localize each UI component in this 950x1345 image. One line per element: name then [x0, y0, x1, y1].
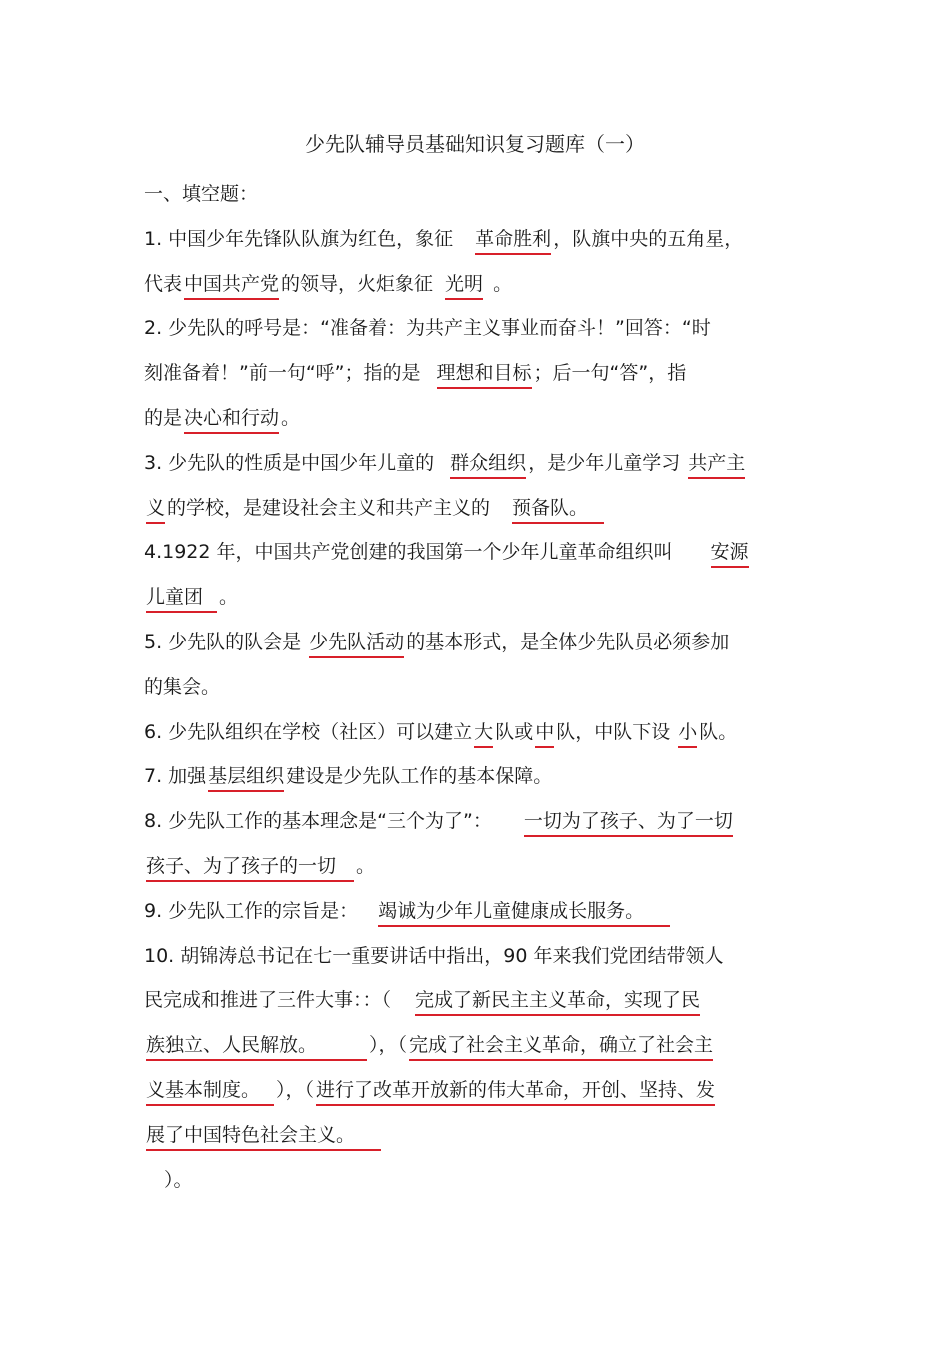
question-text: ，队旗中央的五角星， [553, 227, 744, 250]
question-text: 6. 少先队组织在学校（社区）可以建立 [144, 720, 473, 743]
question-2-line-2 [144, 351, 808, 396]
question-text: 。 [356, 854, 376, 877]
answer-blank: 儿童团 [146, 584, 217, 613]
answer-blank: 义 [146, 495, 165, 524]
answer-blank: 完成了社会主义革命，确立了社会主 [409, 1032, 713, 1061]
answer-blank: 理想和目标 [437, 360, 532, 389]
question-10-line-1 [144, 934, 808, 979]
question-text: 的学校，是建设社会主义和共产主义的 [167, 496, 491, 519]
question-text: 8. 少先队工作的基本理念是“三个为了”： [144, 810, 492, 833]
question-text: 建设是少先队工作的基本保障。 [286, 765, 553, 788]
question-2-line-3 [144, 396, 808, 441]
question-text: 刻准备着！”前一句“呼”；指的是 [144, 362, 421, 385]
question-text: 的集会。 [144, 675, 221, 698]
question-text: 。 [219, 586, 239, 609]
question-8-line-1 [144, 799, 808, 844]
answer-blank: 中 [535, 719, 554, 748]
answer-blank: 中国共产党 [184, 271, 279, 300]
question-10-line-5 [144, 1113, 808, 1158]
question-text: 4.1922 年，中国共产党创建的我国第一个少年儿童革命组织叫 [144, 541, 673, 564]
question-text: 的基本形式，是全体少先队员必须参加 [406, 630, 730, 653]
question-text: 队，中队下设 [556, 720, 671, 743]
answer-blank: 决心和行动 [184, 405, 279, 434]
question-text: 10. 胡锦涛总书记在七一重要讲话中指出，90 年来我们党团结带领人 [144, 944, 724, 967]
answer-blank: 族独立、人民解放。 [146, 1032, 367, 1061]
question-1-line-2 [144, 262, 808, 307]
question-list [144, 172, 808, 1202]
answer-blank: 革命胜利 [475, 226, 551, 255]
question-10-line-3 [144, 1023, 808, 1068]
question-text: ；后一句“答”，指 [533, 362, 687, 385]
answer-blank: 小 [678, 719, 697, 748]
question-4-line-2 [144, 575, 808, 620]
question-5-line-2 [144, 665, 808, 710]
section-heading: 一、填空题： [144, 183, 259, 205]
question-text: 队。 [699, 720, 738, 743]
question-text: 。 [281, 406, 301, 429]
answer-blank: 进行了改革开放新的伟大革命，开创、坚持、发 [316, 1077, 715, 1106]
question-text: 队或 [495, 720, 534, 743]
question-text: 2. 少先队的呼号是：“准备着：为共产主义事业而奋斗！”回答：“时 [144, 317, 711, 340]
question-10-line-4 [144, 1068, 808, 1113]
question-text: 代表 [144, 272, 183, 295]
answer-blank: 安源 [711, 539, 749, 568]
question-1-line-1 [144, 217, 808, 262]
answer-blank: 孩子、为了孩子的一切 [146, 853, 354, 882]
question-10-line-6 [144, 1158, 808, 1203]
answer-blank: 一切为了孩子、为了一切 [524, 808, 733, 837]
page-title: 少先队辅导员基础知识复习题库（一） [305, 132, 645, 156]
answer-blank: 少先队活动 [309, 629, 404, 658]
answer-blank: 光明 [445, 271, 483, 300]
question-3-line-1 [144, 441, 808, 486]
question-text: ），（ [369, 1034, 408, 1057]
answer-blank: 义基本制度。 [146, 1077, 274, 1106]
question-2-line-1 [144, 306, 808, 351]
question-text: ），（ [276, 1078, 315, 1101]
question-text: ，是少年儿童学习 [528, 451, 681, 474]
question-text: 的是 [144, 406, 183, 429]
answer-blank: 完成了新民主主义革命，实现了民 [415, 987, 700, 1016]
question-text: ）。 [164, 1168, 193, 1191]
question-text: 。 [493, 272, 513, 295]
question-3-line-2 [144, 486, 808, 531]
question-9-line-1 [144, 889, 808, 934]
question-text: 9. 少先队工作的宗旨是： [144, 899, 359, 922]
question-8-line-2 [144, 844, 808, 889]
question-text: 的领导，火炬象征 [281, 272, 434, 295]
question-5-line-1 [144, 620, 808, 665]
question-7-line-1 [144, 754, 808, 799]
question-text: 7. 加强 [144, 765, 207, 788]
question-text: 5. 少先队的队会是 [144, 630, 302, 653]
question-text: 民完成和推进了三件大事：：（ [144, 989, 392, 1012]
question-6-line-1 [144, 710, 808, 755]
answer-blank: 基层组织 [208, 763, 284, 792]
answer-blank: 共产主 [688, 450, 745, 479]
answer-blank: 大 [474, 719, 493, 748]
question-text: 3. 少先队的性质是中国少年儿童的 [144, 451, 435, 474]
answer-blank: 预备队。 [512, 495, 604, 524]
answer-blank: 展了中国特色社会主义。 [146, 1122, 381, 1151]
answer-blank: 竭诚为少年儿童健康成长服务。 [378, 898, 670, 927]
answer-blank: 群众组织 [450, 450, 526, 479]
question-text: 1. 中国少年先锋队队旗为红色，象征 [144, 227, 454, 250]
question-4-line-1 [144, 530, 808, 575]
question-10-line-2 [144, 978, 808, 1023]
